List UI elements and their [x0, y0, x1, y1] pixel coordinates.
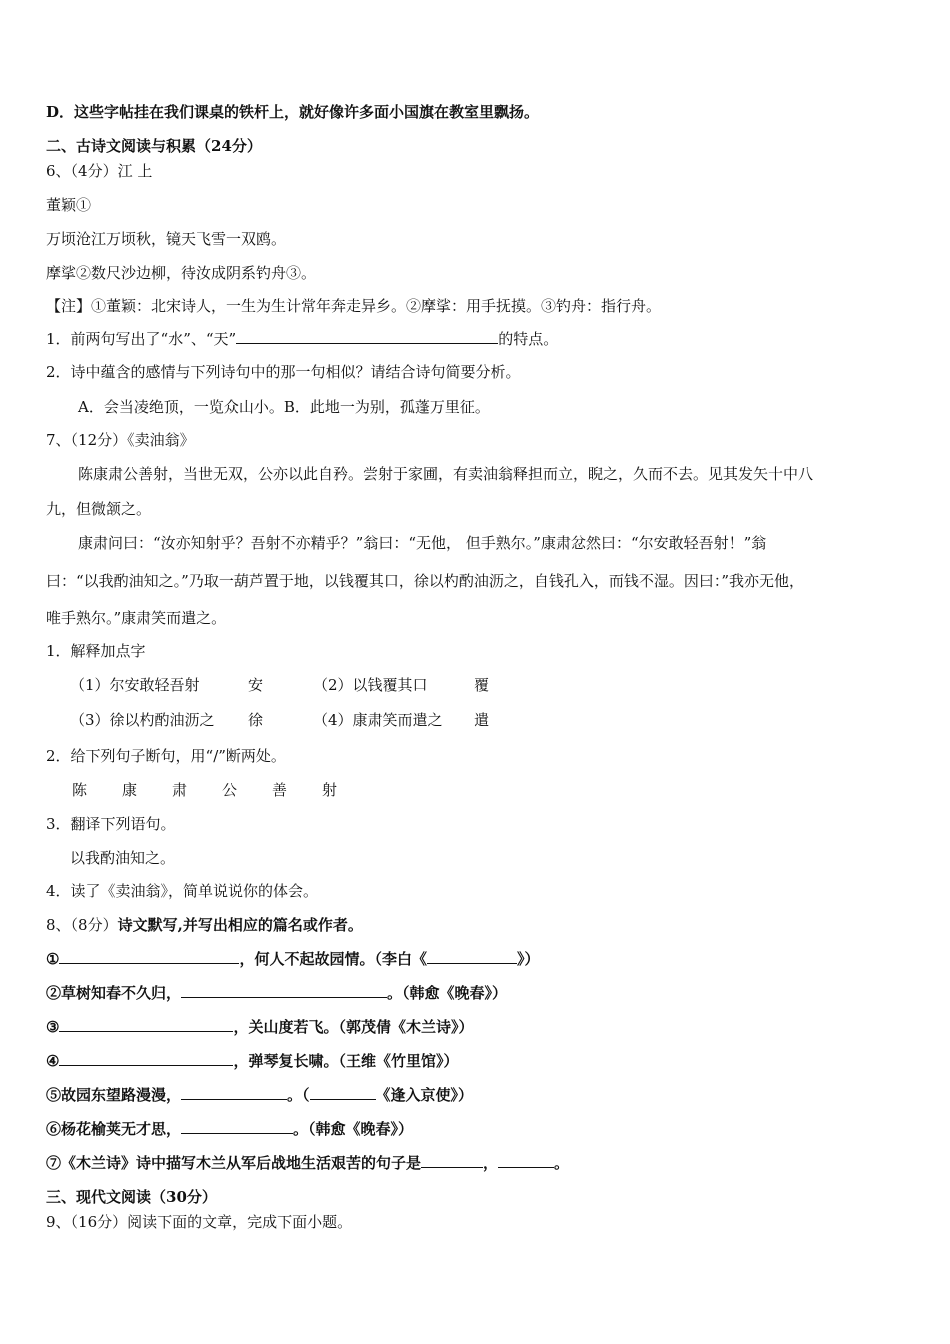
- recite-text: 》）: [516, 950, 540, 968]
- answer-blank[interactable]: [181, 982, 387, 998]
- q7-passage-line: 唯手熟尔。”康肃笑而遣之。: [46, 609, 227, 627]
- q8-number: 8、（8分）: [46, 916, 118, 934]
- recite-text: ，: [483, 1154, 499, 1172]
- option-d: D．这些字帖挂在我们课桌的铁杆上，就好像许多面小国旗在教室里飘扬。: [46, 103, 540, 121]
- recite-text: 。（: [287, 1086, 310, 1104]
- answer-blank[interactable]: [181, 1084, 287, 1100]
- recite-text: ①: [46, 950, 60, 968]
- answer-blank[interactable]: [181, 1118, 293, 1134]
- recite-text: ④: [46, 1052, 60, 1070]
- answer-blank[interactable]: [59, 1016, 233, 1032]
- q7-word-3: （3）徐以杓酌油沥之: [70, 711, 215, 729]
- section-2-title: 二、古诗文阅读与积累（24分）: [46, 137, 262, 155]
- q8-heading: [46, 915, 363, 935]
- q7-sub2: 2．给下列句子断句，用“/”断两处。: [46, 747, 286, 765]
- recite-text: ⑤故园东望路漫漫，: [46, 1086, 182, 1104]
- recite-line-5: [46, 1084, 473, 1105]
- recite-line-6: [46, 1118, 413, 1139]
- recite-text: ，何人不起故园情。（李白《: [239, 950, 427, 968]
- q7-word-4: （4）康肃笑而遣之: [313, 711, 443, 729]
- answer-blank[interactable]: [498, 1152, 554, 1168]
- q7-passage-line: 康肃问曰：“汝亦知射乎？吾射不亦精乎？”翁曰：“无他， 但手熟尔。”康肃忿然曰：“尔安敢轻吾射！”翁: [78, 534, 767, 552]
- recite-text: ③: [46, 1018, 60, 1036]
- q7-heading: 7、（12分）《卖油翁》: [46, 431, 195, 449]
- q6-heading: 6、（4分）江 上: [46, 162, 153, 180]
- recite-text: ⑦《木兰诗》诗中描写木兰从军后战地生活艰苦的句子是: [46, 1154, 422, 1172]
- answer-blank[interactable]: [59, 1050, 233, 1066]
- q8-instruction: 诗文默写,并写出相应的篇名或作者。: [117, 916, 363, 934]
- q7-word-2: （2）以钱覆其口: [313, 676, 428, 694]
- char: 陈: [72, 781, 88, 799]
- answer-blank[interactable]: [236, 328, 498, 344]
- recite-text: ②草树知春不久归，: [46, 984, 182, 1002]
- poem-author: 董颖①: [46, 196, 92, 214]
- q7-word-1-char: 安: [248, 676, 264, 694]
- recite-text: ，关山度若飞。（郭茂倩《木兰诗》）: [233, 1018, 474, 1036]
- q7-word-4-char: 遣: [474, 711, 490, 729]
- q7-passage-line: 陈康肃公善射，当世无双，公亦以此自矜。尝射于家圃，有卖油翁释担而立，睨之，久而不去。见其发矢十中八: [78, 465, 814, 483]
- char: 射: [322, 781, 338, 799]
- recite-text: 。（韩愈《晚春》）: [387, 984, 508, 1002]
- recite-text: ⑥杨花榆荚无才思，: [46, 1120, 182, 1138]
- recite-line-7: [46, 1152, 569, 1173]
- q7-word-2-char: 覆: [474, 676, 490, 694]
- char: 善: [272, 781, 288, 799]
- poem-note: 【注】①董颖：北宋诗人，一生为生计常年奔走异乡。②摩挲：用手抚摸。③钓舟：指行舟。: [46, 297, 662, 315]
- q7-passage-line: 曰：“以我酌油知之。”乃取一葫芦置于地，以钱覆其口，徐以杓酌油沥之，自钱孔入，而钱不湿。因曰：”我亦无他，: [46, 572, 805, 590]
- q7-word-1: （1）尔安敢轻吾射: [70, 676, 200, 694]
- q7-punctuate-chars: [72, 780, 372, 800]
- poem-line-2: 摩挲②数尺沙边柳，待汝成阴系钓舟③。: [46, 264, 317, 282]
- char: 肃: [172, 781, 188, 799]
- section-3-title: 三、现代文阅读（30分）: [46, 1188, 217, 1206]
- answer-blank[interactable]: [427, 948, 517, 964]
- q7-sub1: 1．解释加点字: [46, 642, 146, 660]
- q6-sub2: 2．诗中蕴含的感情与下列诗句中的那一句相似？请结合诗句简要分析。: [46, 363, 521, 381]
- recite-text: 《逢入京使》）: [375, 1086, 474, 1104]
- q6-sub1-suffix: 的特点。: [498, 330, 559, 348]
- answer-blank[interactable]: [59, 948, 239, 964]
- recite-text: 。（韩愈《晚春》）: [293, 1120, 414, 1138]
- char: 公: [222, 781, 238, 799]
- recite-line-1: [46, 948, 539, 969]
- q7-passage-line: 九，但微颔之。: [46, 500, 152, 518]
- answer-blank[interactable]: [310, 1084, 376, 1100]
- recite-line-3: [46, 1016, 473, 1037]
- answer-blank[interactable]: [421, 1152, 483, 1168]
- q7-sub4: 4．读了《卖油翁》，简单说说你的体会。: [46, 882, 319, 900]
- recite-line-2: [46, 982, 507, 1003]
- q6-sub1: [46, 328, 558, 349]
- q6-sub1-prefix: 1．前两句写出了“水”、“天”: [46, 330, 237, 348]
- q7-word-3-char: 徐: [248, 711, 264, 729]
- recite-line-4: [46, 1050, 458, 1071]
- q7-sub3: 3．翻译下列语句。: [46, 815, 176, 833]
- q7-translate-sentence: 以我酌油知之。: [70, 849, 176, 867]
- q9-heading: 9、（16分）阅读下面的文章，完成下面小题。: [46, 1213, 353, 1231]
- recite-text: 。: [554, 1154, 570, 1172]
- recite-text: ，弹琴复长啸。（王维《竹里馆》）: [233, 1052, 459, 1070]
- q6-options: A．会当凌绝顶，一览众山小。B．此地一为别，孤蓬万里征。: [78, 398, 490, 416]
- poem-line-1: 万顷沧江万顷秋，镜天飞雪一双鸥。: [46, 230, 287, 248]
- char: 康: [122, 781, 138, 799]
